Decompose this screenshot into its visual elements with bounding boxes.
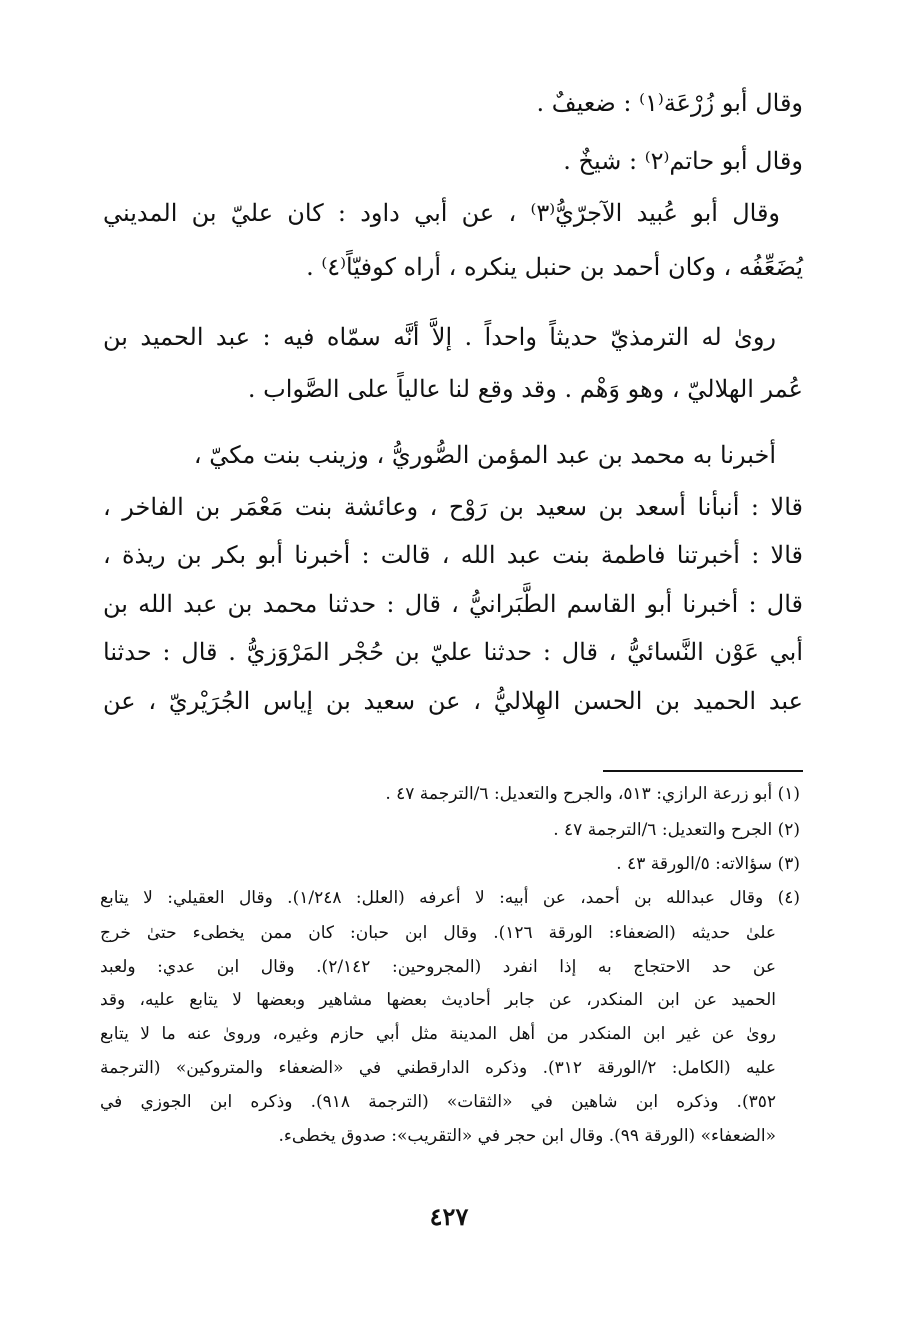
footnote-line: (٣) سؤالاته: ٥/الورقة ٤٣ . bbox=[616, 854, 800, 874]
text-line: وقال أبو زُرْعَة⁽١⁾ : ضعيفٌ . bbox=[536, 89, 803, 117]
footnote-separator bbox=[603, 770, 803, 772]
text-line: أخبرنا به محمد بن عبد المؤمن الصُّوريُّ ، وزينب بنت مكيّ ، bbox=[193, 441, 776, 469]
text-line: قالا : أنبأنا أسعد بن سعيد بن رَوْح ، وعائشة بنت مَعْمَر بن الفاخر ، bbox=[103, 493, 803, 521]
text-line: قال : أخبرنا أبو القاسم الطَّبَرانيُّ ، قال : حدثنا محمد بن عبد الله بن bbox=[103, 590, 803, 618]
footnote-line: (٤) وقال عبدالله بن أحمد، عن أبيه: لا أعرفه (العلل: ١/٢٤٨). وقال العقيلي: لا يتابع bbox=[100, 888, 800, 908]
text-line: عُمر الهلاليّ ، وهو وَهْم . وقد وقع لنا عالياً على الصَّواب . bbox=[247, 375, 803, 403]
footnote-line: روىٰ عن غير ابن المنكدر من أهل المدينة مثل أبي حازم وغيره، وروىٰ عنه ما لا يتابع bbox=[100, 1024, 776, 1044]
footnote-line: عن حد الاحتجاج به إذا انفرد (المجروحين: ٢/١٤٢). وقال ابن عدي: ولعبد bbox=[100, 957, 776, 977]
text-line: وقال أبو عُبيد الآجرّيُّ⁽٣⁾ ، عن أبي داود : كان عليّ بن المديني bbox=[103, 199, 780, 227]
text-line: يُضَعِّفُه ، وكان أحمد بن حنبل ينكره ، أراه كوفيّاً⁽٤⁾ . bbox=[306, 253, 803, 281]
footnote-line: ٣٥٢). وذكره ابن شاهين في «الثقات» (الترجمة ٩١٨). وذكره ابن الجوزي في bbox=[100, 1092, 776, 1112]
text-line: روىٰ له الترمذيّ حديثاً واحداً . إلاَّ أنَّه سمّاه فيه : عبد الحميد بن bbox=[103, 323, 776, 351]
text-line: أبي عَوْن النَّسائيُّ ، قال : حدثنا عليّ بن حُجْر المَرْوَزيُّ . قال : حدثنا bbox=[103, 638, 803, 666]
footnote-line: (١) أبو زرعة الرازي: ٥١٣، والجرح والتعديل: ٦/الترجمة ٤٧ . bbox=[385, 784, 800, 804]
footnote-line: علىٰ حديثه (الضعفاء: الورقة ١٢٦). وقال ابن حبان: كان ممن يخطىء حتىٰ خرج bbox=[100, 923, 776, 943]
text-line: قالا : أخبرتنا فاطمة بنت عبد الله ، قالت : أخبرنا أبو بكر بن ريذة ، bbox=[103, 541, 803, 569]
footnote-line: (٢) الجرح والتعديل: ٦/الترجمة ٤٧ . bbox=[553, 820, 800, 840]
page-number: ٤٢٧ bbox=[429, 1202, 469, 1231]
footnote-line: عليه (الكامل: ٢/الورقة ٣١٢). وذكره الدارقطني في «الضعفاء والمتروكين» (الترجمة bbox=[100, 1058, 776, 1078]
text-line: وقال أبو حاتم⁽٢⁾ : شيخٌ . bbox=[563, 147, 803, 175]
text-line: عبد الحميد بن الحسن الهِلاليُّ ، عن سعيد بن إياس الجُرَيْريّ ، عن bbox=[103, 687, 803, 715]
footnote-line: الحميد عن ابن المنكدر، عن جابر أحاديث بعضها مشاهير وبعضها لا يتابع عليه، وقد bbox=[100, 990, 776, 1010]
footnote-line: «الضعفاء» (الورقة ٩٩). وقال ابن حجر في «التقريب»: صدوق يخطىء. bbox=[278, 1126, 776, 1146]
